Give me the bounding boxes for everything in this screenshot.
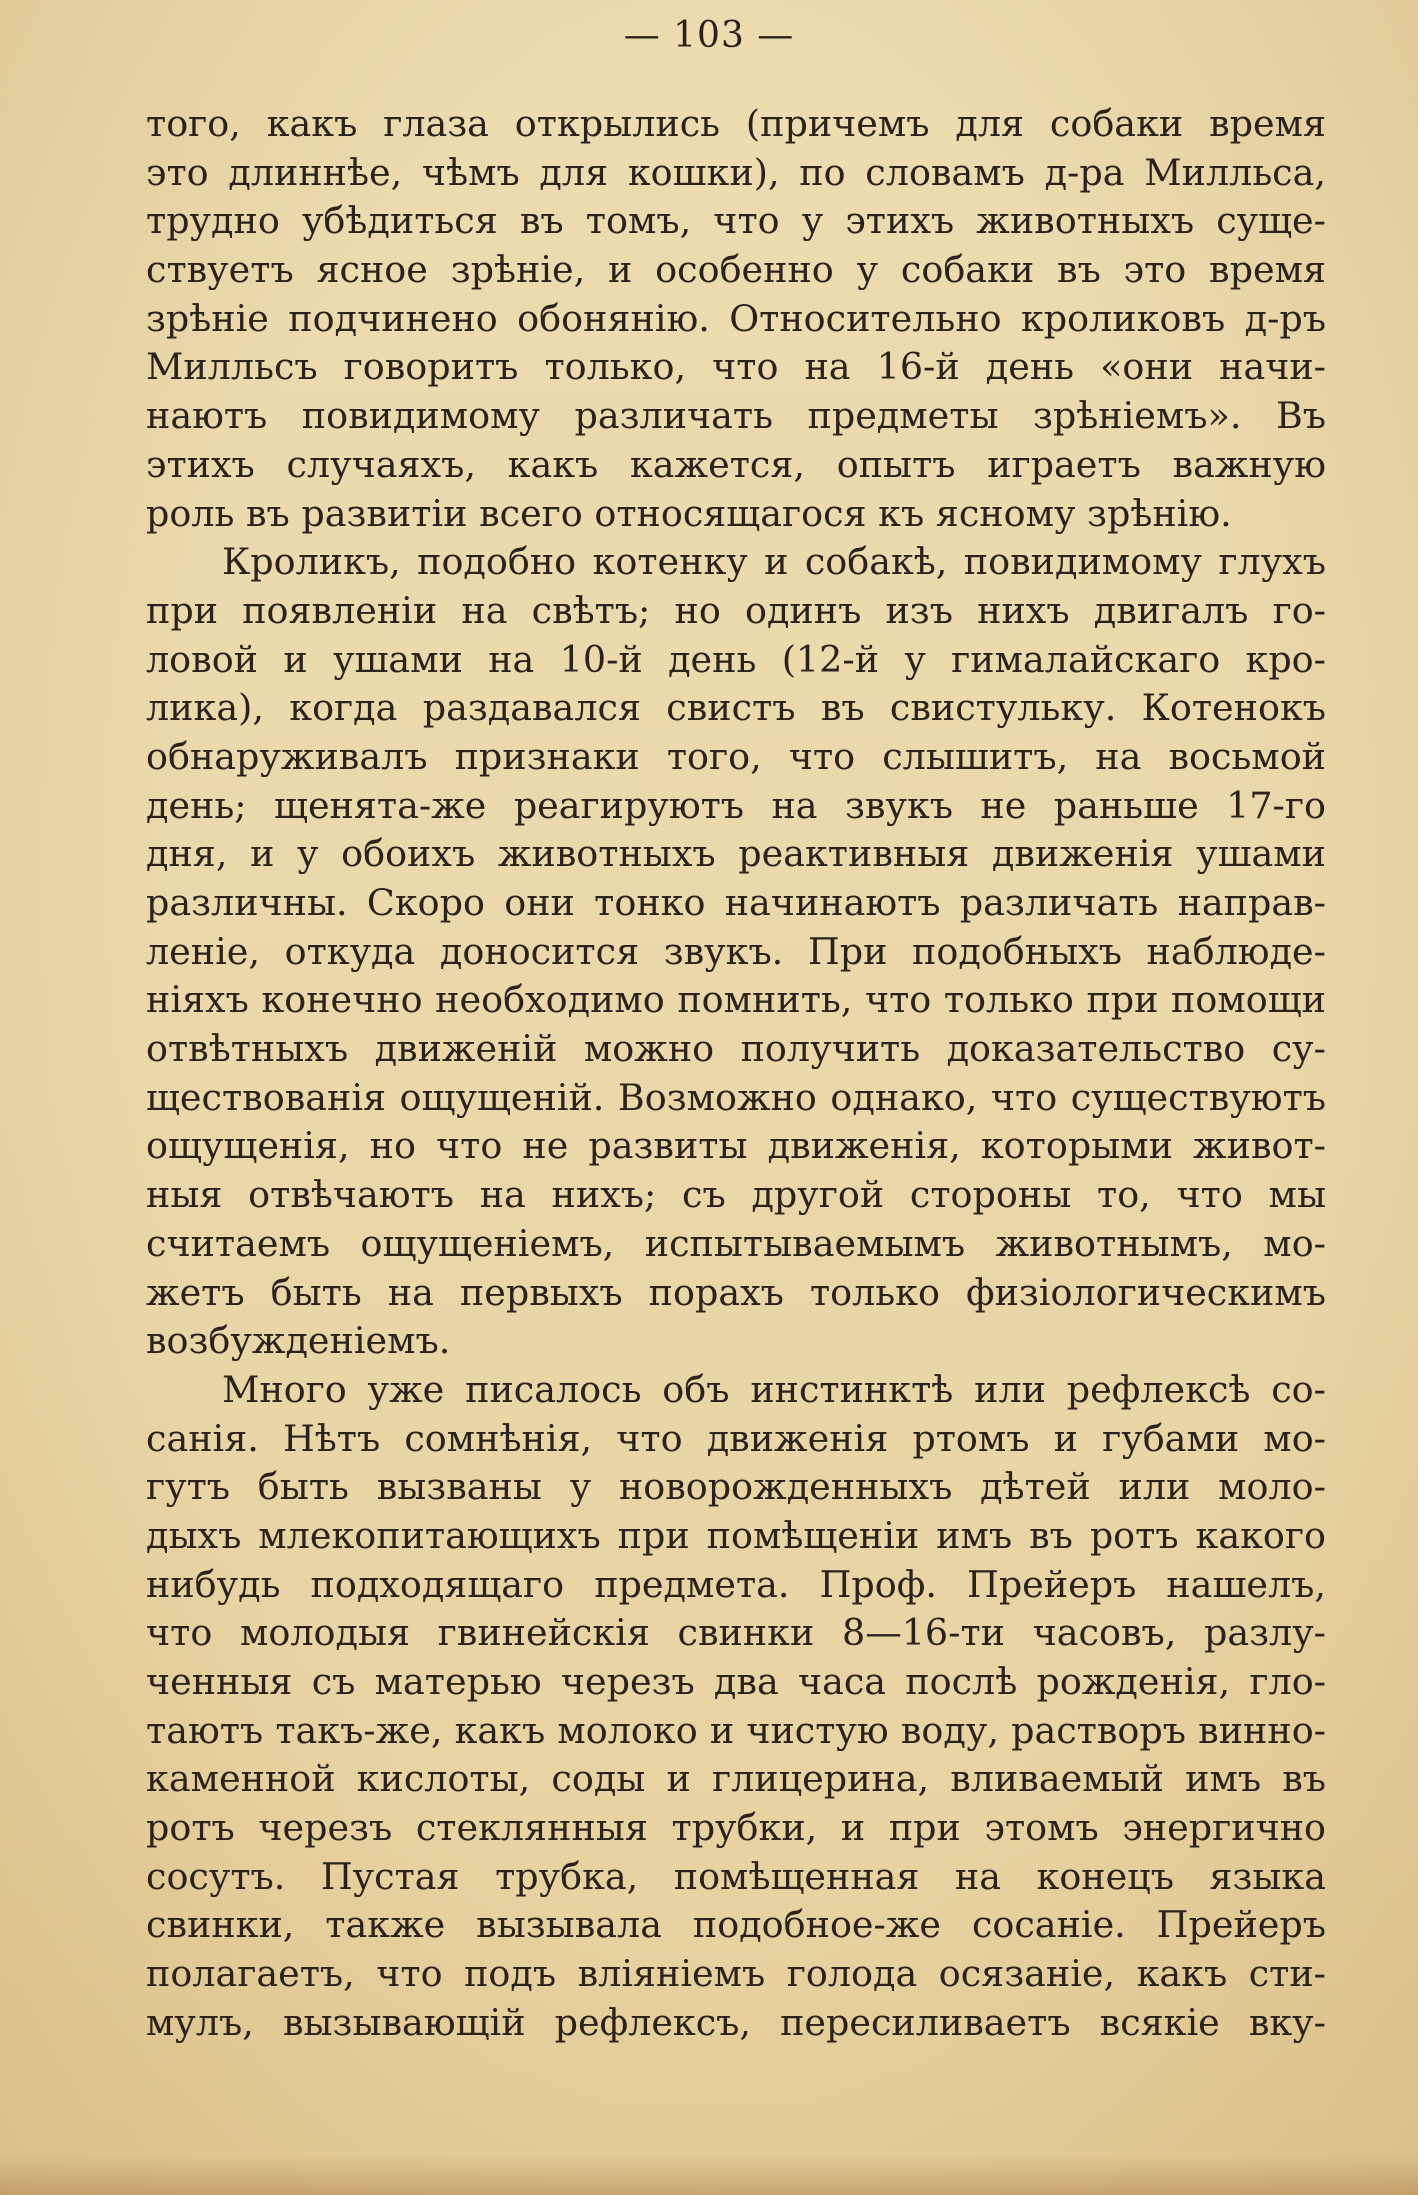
text-line: Много уже писалось объ инстинктѣ или рефлексѣ со- xyxy=(222,1367,1326,1411)
text-line: нибудь подходящаго предмета. Проф. Прейеръ нашелъ, xyxy=(146,1562,1326,1606)
text-line: ротъ черезъ стеклянныя трубки, и при этомъ энергично xyxy=(146,1806,1326,1850)
text-line: обнаруживалъ признаки того, что слышитъ, на восьмой xyxy=(146,734,1326,778)
text-line: различны. Скоро они тонко начинаютъ различать направ- xyxy=(146,881,1326,924)
text-line: ощущенія, но что не развиты движенія, которыми живот- xyxy=(146,1124,1326,1168)
text-line: это длиннѣе, чѣмъ для кошки), по словамъ д-ра Милльса, xyxy=(146,150,1326,194)
text-line: этихъ случаяхъ, какъ кажется, опытъ играетъ важную xyxy=(146,442,1326,486)
text-line: зрѣніе подчинено обонянію. Относительно кроликовъ д-ръ xyxy=(146,296,1326,340)
body-text xyxy=(146,100,1326,2048)
text-line: жетъ быть на первыхъ порахъ только физіологическимъ xyxy=(146,1270,1326,1314)
text-line: лика), когда раздавался свистъ въ свистульку. Котенокъ xyxy=(146,686,1326,730)
text-line: при появленіи на свѣтъ; но одинъ изъ нихъ двигалъ го- xyxy=(146,588,1326,632)
text-line: дня, и у обоихъ животныхъ реактивныя движенія ушами xyxy=(146,832,1326,876)
paragraph xyxy=(146,100,1326,538)
text-line: полагаетъ, что подъ вліяніемъ голода осязаніе, какъ сти- xyxy=(146,1952,1326,1996)
paragraph xyxy=(146,1366,1326,2048)
text-line: ченныя съ матерью черезъ два часа послѣ рожденія, гло- xyxy=(146,1660,1326,1703)
text-line: ствуетъ ясное зрѣніе, и особенно у собаки въ это время xyxy=(146,248,1326,292)
text-line: что молодыя гвинейскія свинки 8—16-ти часовъ, разлу- xyxy=(146,1611,1326,1655)
text-line: ныя отвѣчаютъ на нихъ; съ другой стороны то, что мы xyxy=(146,1173,1326,1217)
text-line: таютъ такъ-же, какъ молоко и чистую воду, растворъ винно- xyxy=(146,1708,1326,1752)
text-line: санія. Нѣтъ сомнѣнія, что движенія ртомъ и губами мо- xyxy=(146,1416,1326,1460)
text-line: каменной кислоты, соды и глицерина, вливаемый имъ въ xyxy=(146,1757,1326,1801)
text-line: считаемъ ощущеніемъ, испытываемымъ животнымъ, мо- xyxy=(146,1221,1326,1265)
text-line: леніе, откуда доносится звукъ. При подобныхъ наблюде- xyxy=(146,929,1326,973)
text-line: день; щенята-же реагируютъ на звукъ не раньше 17-го xyxy=(146,783,1326,827)
text-line: сосутъ. Пустая трубка, помѣщенная на конецъ языка xyxy=(146,1854,1326,1898)
page-number: — 103 — xyxy=(623,15,795,56)
text-line: дыхъ млекопитающихъ при помѣщеніи имъ въ ротъ какого xyxy=(146,1513,1326,1557)
text-line: Милльсъ говоритъ только, что на 16-й день «они начи- xyxy=(146,345,1326,389)
text-line: возбужденіемъ. xyxy=(146,1319,451,1363)
text-line: роль въ развитіи всего относящагося къ ясному зрѣнію. xyxy=(146,491,1232,535)
text-line: отвѣтныхъ движеній можно получить доказательство су- xyxy=(146,1027,1326,1071)
text-line: свинки, также вызывала подобное-же сосаніе. Прейеръ xyxy=(146,1903,1326,1947)
text-line: наютъ повидимому различать предметы зрѣніемъ». Въ xyxy=(146,394,1326,438)
text-line: мулъ, вызывающій рефлексъ, пересиливаетъ всякіе вку- xyxy=(146,2000,1326,2044)
text-line: ществованія ощущеній. Возможно однако, что существуютъ xyxy=(146,1075,1326,1119)
text-line: того, какъ глаза открылись (причемъ для собаки время xyxy=(146,102,1326,145)
text-line: гутъ быть вызваны у новорожденныхъ дѣтей или моло- xyxy=(146,1465,1326,1509)
text-line: ніяхъ конечно необходимо помнить, что только при помощи xyxy=(146,978,1326,1022)
paragraph xyxy=(146,538,1326,1366)
text-line: трудно убѣдиться въ томъ, что у этихъ животныхъ суще- xyxy=(146,199,1326,243)
text-line: Кроликъ, подобно котенку и собакѣ, повидимому глухъ xyxy=(222,540,1326,584)
text-line: ловой и ушами на 10-й день (12-й у гималайскаго кро- xyxy=(146,637,1326,681)
